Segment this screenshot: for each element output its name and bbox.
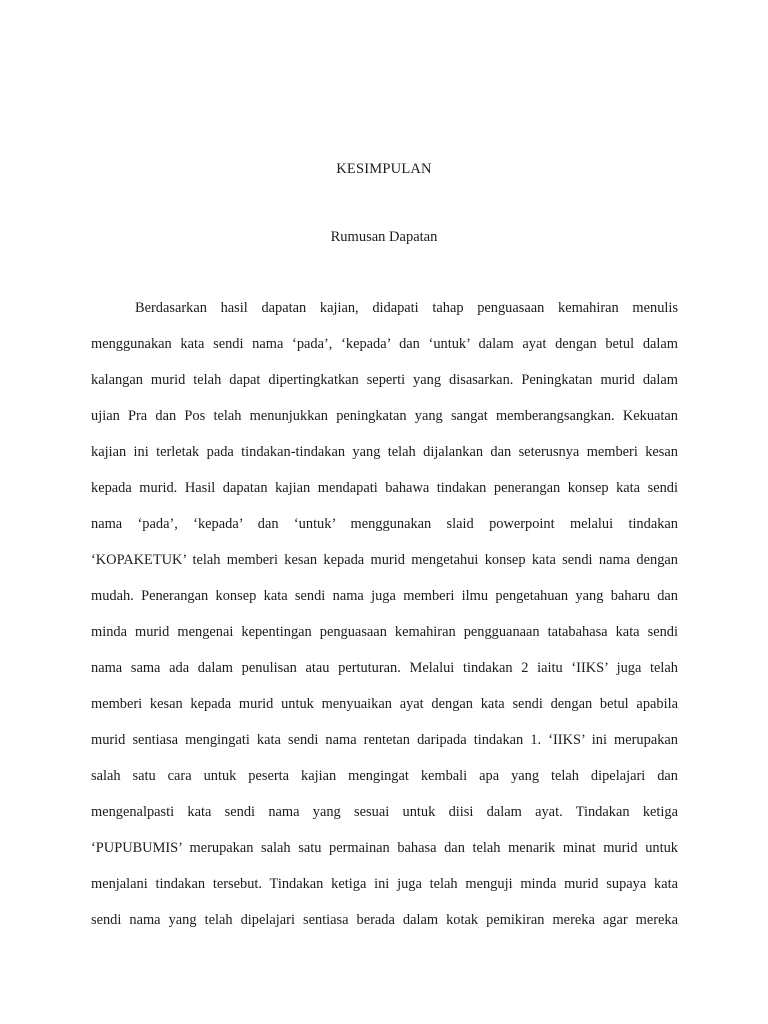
section-subtitle: Rumusan Dapatan <box>330 229 438 245</box>
document-title: KESIMPULAN <box>336 161 432 177</box>
paragraph-line: memberi kesan kepada murid untuk menyuaikan ayat dengan kata sendi dengan betul apabila <box>91 696 678 712</box>
paragraph-line: salah satu cara untuk peserta kajian mengingat kembali apa yang telah dipelajari dan <box>91 768 678 784</box>
paragraph-line: kepada murid. Hasil dapatan kajian mendapati bahawa tindakan penerangan konsep kata sendi <box>91 480 678 496</box>
paragraph-line: nama sama ada dalam penulisan atau pertuturan. Melalui tindakan 2 iaitu ‘IIKS’ juga telah <box>91 660 678 676</box>
paragraph-line: sendi nama yang telah dipelajari sentiasa berada dalam kotak pemikiran mereka agar mereka <box>91 912 678 928</box>
paragraph-line: ‘PUPUBUMIS’ merupakan salah satu permainan bahasa dan telah menarik minat murid untuk <box>91 840 678 856</box>
paragraph-line: nama ‘pada’, ‘kepada’ dan ‘untuk’ menggunakan slaid powerpoint melalui tindakan <box>91 516 678 532</box>
paragraph-line: Berdasarkan hasil dapatan kajian, didapati tahap penguasaan kemahiran menulis <box>135 300 678 316</box>
paragraph-line: mengenalpasti kata sendi nama yang sesuai untuk diisi dalam ayat. Tindakan ketiga <box>91 804 678 820</box>
paragraph-line: menggunakan kata sendi nama ‘pada’, ‘kepada’ dan ‘untuk’ dalam ayat dengan betul dalam <box>91 336 678 352</box>
paragraph-line: kalangan murid telah dapat dipertingkatkan seperti yang disasarkan. Peningkatan murid dalam <box>91 372 678 388</box>
paragraph-line: minda murid mengenai kepentingan penguasaan kemahiran pengguanaan tatabahasa kata sendi <box>91 624 678 640</box>
paragraph-line: mudah. Penerangan konsep kata sendi nama juga memberi ilmu pengetahuan yang baharu dan <box>91 588 678 604</box>
paragraph-line: menjalani tindakan tersebut. Tindakan ketiga ini juga telah menguji minda murid supaya kata <box>91 876 678 892</box>
paragraph-line: ujian Pra dan Pos telah menunjukkan peningkatan yang sangat memberangsangkan. Kekuatan <box>91 408 678 424</box>
paragraph-line: ‘KOPAKETUK’ telah memberi kesan kepada murid mengetahui konsep kata sendi nama dengan <box>91 552 678 568</box>
paragraph-line: kajian ini terletak pada tindakan-tindakan yang telah dijalankan dan seterusnya memberi kesan <box>91 444 678 460</box>
body-paragraph <box>91 290 678 938</box>
paragraph-line: murid sentiasa mengingati kata sendi nama rentetan daripada tindakan 1. ‘IIKS’ ini merupakan <box>91 732 678 748</box>
